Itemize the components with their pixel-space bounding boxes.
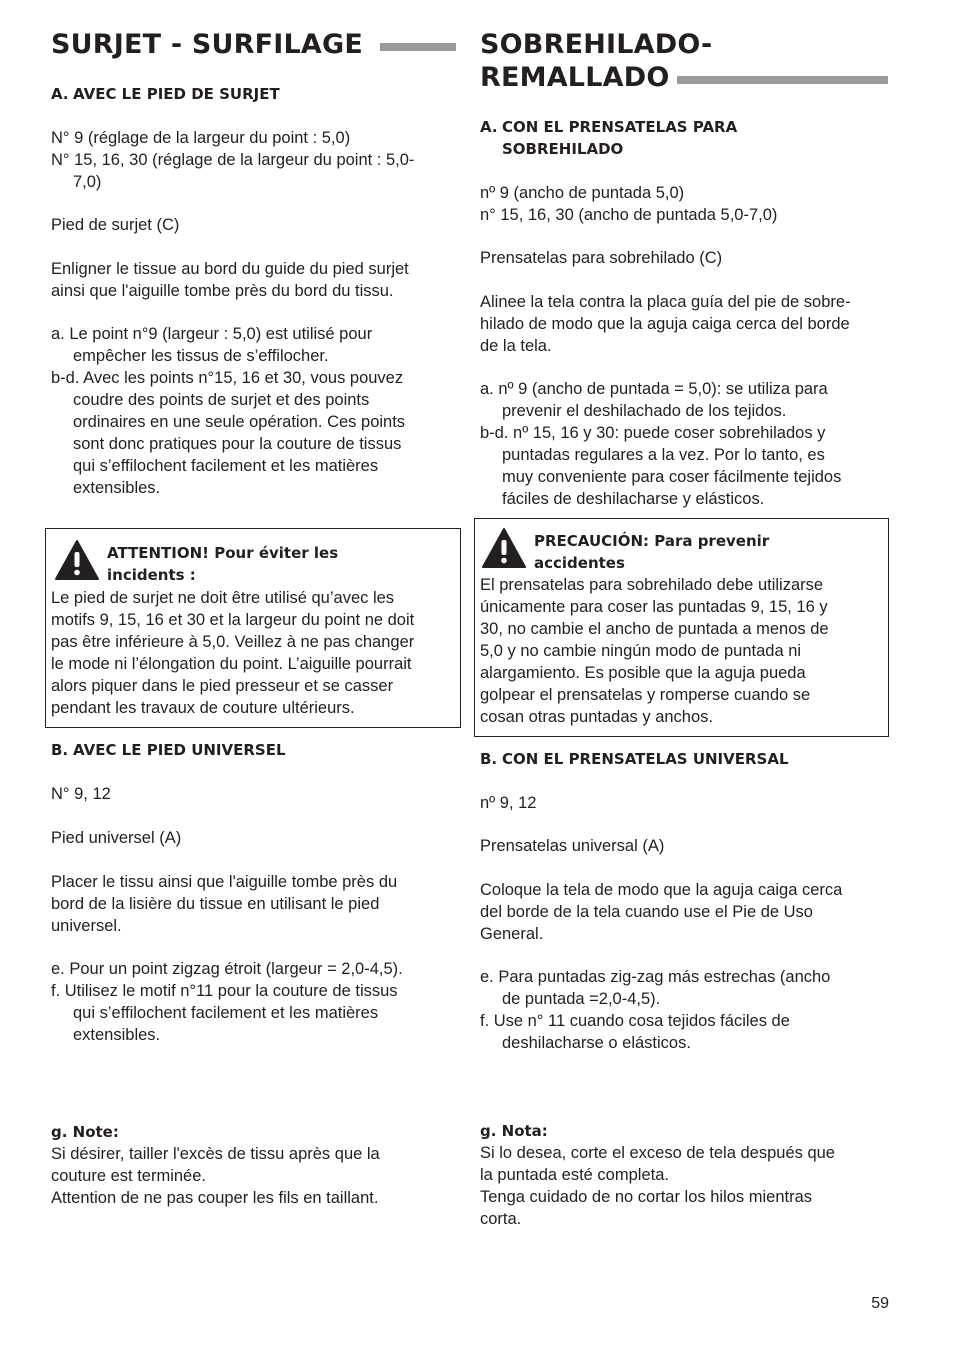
- right-sec-b-heading: B. CON EL PRENSATELAS UNIVERSAL: [480, 750, 789, 768]
- warning-icon: [481, 527, 527, 569]
- right-title-rule: [677, 76, 888, 84]
- right-sec-a-foot: Prensatelas para sobrehilado (C): [480, 249, 723, 267]
- right-sec-b-paragraph: Coloque la tela de modo que la aguja caiga cerca del borde de la tela cuando use el Pie de Uso General.: [480, 881, 843, 943]
- left-sec-a-paragraph: Enligner le tissue au bord du guide du pied surjet ainsi que l'aiguille tombe près du bord du tissu.: [51, 260, 409, 300]
- right-title: SOBREHILADO- REMALLADO: [480, 29, 713, 93]
- right-warning-text: El prensatelas para sobrehilado debe utilizarse únicamente para coser las puntadas 9, 15, 16 y 30, no cambie el ancho de puntada a menos de 5,0 y no cambie ningún modo de puntada ni alargamiento. Es posible que la aguja pueda golpear el prensatelas y romperse cuando se cosan otras puntadas y anchos.: [480, 576, 829, 726]
- left-sec-a-foot: Pied de surjet (C): [51, 216, 180, 234]
- left-sec-b-numbers: N° 9, 12: [51, 785, 111, 803]
- right-sec-b-foot: Prensatelas universal (A): [480, 837, 665, 855]
- right-note: g. Nota: Si lo desea, corte el exceso de tela después que la puntada esté completa. Tenga cuidado de no cortar los hilos mientras corta.: [480, 1122, 835, 1228]
- left-title: SURJET - SURFILAGE: [51, 29, 364, 60]
- left-title-rule: [380, 43, 456, 51]
- left-sec-a-numbers: N° 9 (réglage de la largeur du point : 5,0) N° 15, 16, 30 (réglage de la largeur du point : 5,0- 7,0): [51, 129, 415, 191]
- left-sec-b-foot: Pied universel (A): [51, 829, 182, 847]
- right-sec-a-heading: A. CON EL PRENSATELAS PARA SOBREHILADO: [480, 118, 738, 158]
- left-warning-text: Le pied de surjet ne doit être utilisé qu’avec les motifs 9, 15, 16 et 30 et la largeur du point ne doit pas être inférieure à 5,0. Veillez à ne pas changer le mode ni l’élongation du point. L’aiguille pourrait alors piquer dans le pied presseur et se casser pendant les travaux de couture ultérieurs.: [51, 589, 415, 717]
- right-sec-b-numbers: nº 9, 12: [480, 794, 537, 812]
- right-sec-a-paragraph: Alinee la tela contra la placa guía del pie de sobre- hilado de modo que la aguja caiga cerca del borde de la tela.: [480, 293, 851, 355]
- right-sec-a-numbers: nº 9 (ancho de puntada 5,0) n° 15, 16, 30 (ancho de puntada 5,0-7,0): [480, 184, 778, 224]
- left-sec-b-list: e. Pour un point zigzag étroit (largeur = 2,0-4,5). f. Utilisez le motif n°11 pour la couture de tissus qui s’effilochent facilement et les matières extensibles.: [51, 960, 403, 1044]
- left-note: g. Note: Si désirer, tailler l'excès de tissu après que la couture est terminée. Attention de ne pas couper les fils en taillant.: [51, 1123, 380, 1207]
- left-sec-b-paragraph: Placer le tissu ainsi que l'aiguille tombe près du bord de la lisière du tissue en utilisant le pied universel.: [51, 873, 398, 935]
- right-warning-box: [474, 518, 889, 737]
- left-sec-b-heading: B. AVEC LE PIED UNIVERSEL: [51, 741, 286, 759]
- left-sec-a-heading: A. AVEC LE PIED DE SURJET: [51, 85, 280, 103]
- left-warning-box: [45, 528, 461, 728]
- left-warning-heading: ATTENTION! Pour éviter les incidents :: [107, 544, 339, 584]
- right-warning-heading: PRECAUCIÓN: Para prevenir accidentes: [534, 532, 770, 572]
- right-sec-b-list: e. Para puntadas zig-zag más estrechas (ancho de puntada =2,0-4,5). f. Use n° 11 cuando cosa tejidos fáciles de deshilacharse o elásticos.: [480, 968, 831, 1052]
- warning-icon: [54, 539, 100, 581]
- page-number: 59: [871, 1295, 889, 1312]
- left-sec-a-list: a. Le point n°9 (largeur : 5,0) est utilisé pour empêcher les tissus de s’effilocher. b-d. Avec les points n°15, 16 et 30, vous pouvez coudre des points de surjet et des points ordinaires en une seule opération. Ces points sont donc pratiques pour la couture de tissus qui s’effilochent facilement et les matières extensibles.: [51, 325, 406, 497]
- right-sec-a-list: a. nº 9 (ancho de puntada = 5,0): se utiliza para prevenir el deshilachado de los tejidos. b-d. nº 15, 16 y 30: puede coser sobrehilados y puntadas regulares a la vez. Por lo tanto, es muy conveniente para coser fácilmente tejidos fáciles de deshilacharse y elásticos.: [480, 380, 842, 508]
